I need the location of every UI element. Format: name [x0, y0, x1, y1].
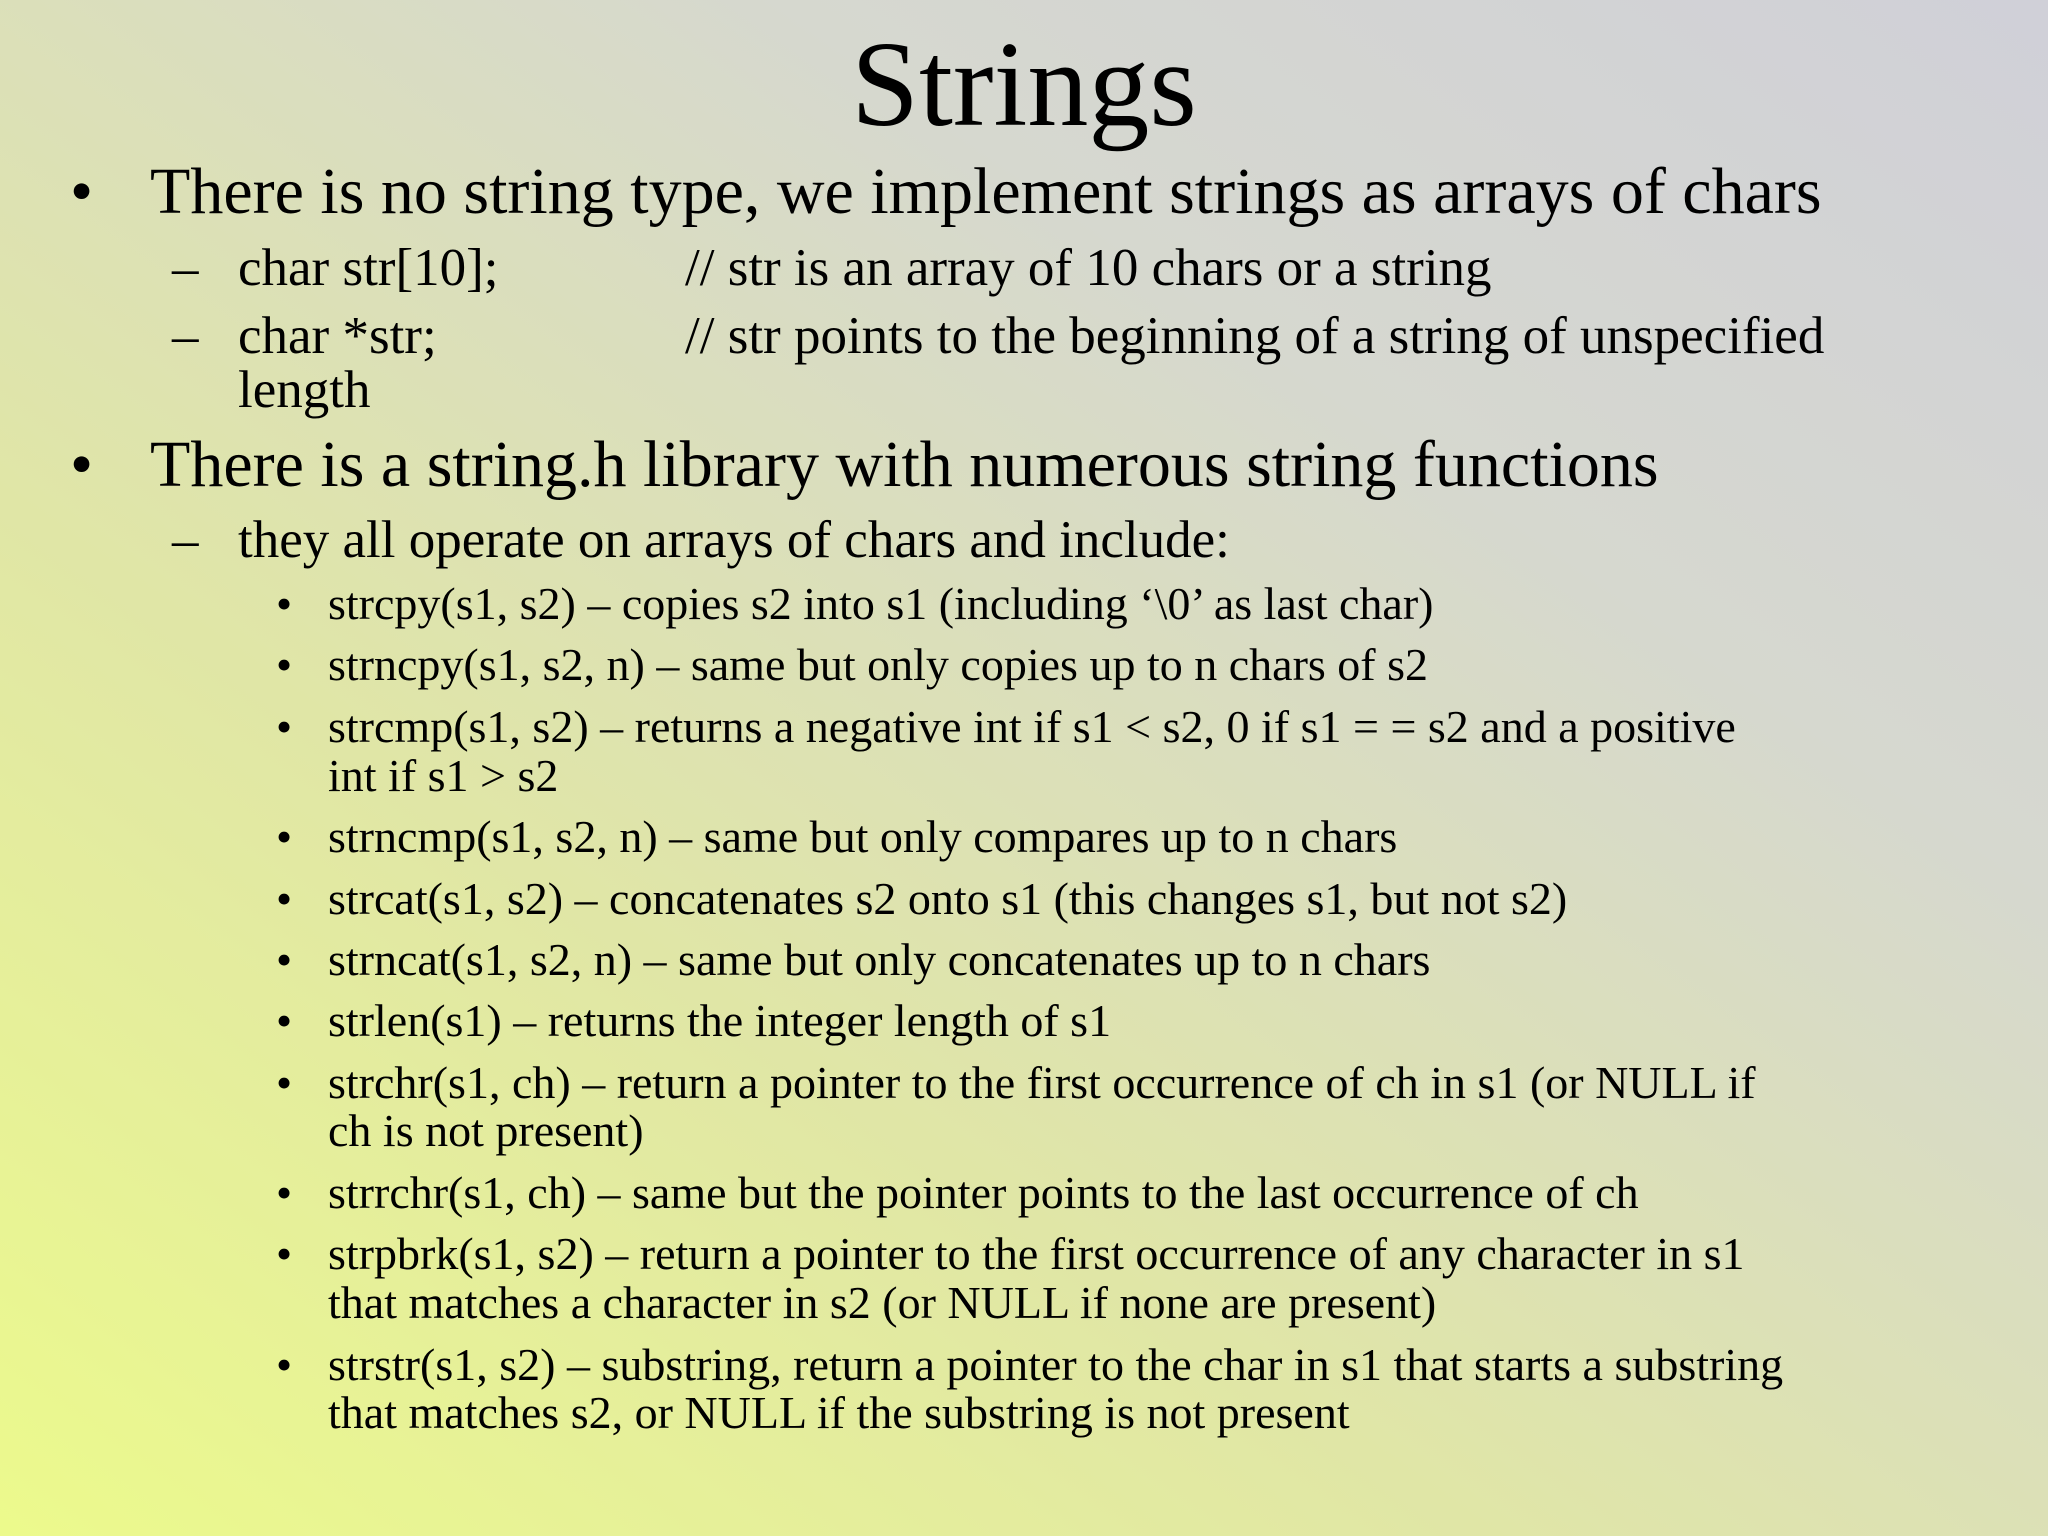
function-description: strrchr(s1, ch) – same but the pointer points to the last occurrence of ch [328, 1167, 1639, 1218]
bullet-text: There is no string type, we implement strings as arrays of chars [150, 155, 1822, 228]
code-comment-continuation: length [238, 361, 371, 419]
function-description-continuation: int if s1 > s2 [328, 750, 559, 801]
bullet-marker: • [276, 811, 293, 862]
bullet-marker: • [276, 1228, 293, 1279]
sub-bullet-text: they all operate on arrays of chars and include: [238, 511, 1230, 569]
function-description: strchr(s1, ch) – return a pointer to the first occurrence of ch in s1 (or NULL if [328, 1057, 1756, 1108]
function-description: strcmp(s1, s2) – returns a negative int if s1 < s2, 0 if s1 = = s2 and a positive [328, 701, 1736, 752]
dash-marker: – [172, 239, 199, 297]
code-comment: // str is an array of 10 chars or a string [685, 239, 1492, 297]
bullet-marker: • [276, 1057, 293, 1108]
function-description: strncpy(s1, s2, n) – same but only copies up to n chars of s2 [328, 639, 1429, 690]
bullet-marker: • [276, 995, 293, 1046]
slide-title: Strings [851, 17, 1197, 152]
function-description: strncmp(s1, s2, n) – same but only compares up to n chars [328, 811, 1398, 862]
bullet-marker: • [276, 578, 293, 629]
dash-marker: – [172, 511, 199, 569]
bullet-marker: • [276, 1339, 293, 1390]
bullet-marker: • [276, 873, 293, 924]
code-declaration: char *str; [238, 307, 437, 365]
function-description: strpbrk(s1, s2) – return a pointer to the first occurrence of any character in s1 [328, 1228, 1745, 1279]
bullet-text: There is a string.h library with numerous string functions [150, 428, 1659, 501]
function-description: strstr(s1, s2) – substring, return a pointer to the char in s1 that starts a substring [328, 1339, 1784, 1390]
bullet-marker: • [70, 428, 94, 501]
function-description-continuation: ch is not present) [328, 1105, 644, 1156]
function-description: strcat(s1, s2) – concatenates s2 onto s1 (this changes s1, but not s2) [328, 873, 1568, 924]
function-description-continuation: that matches a character in s2 (or NULL if none are present) [328, 1277, 1437, 1328]
dash-marker: – [172, 307, 199, 365]
bullet-marker: • [276, 1167, 293, 1218]
function-description: strlen(s1) – returns the integer length of s1 [328, 995, 1112, 1046]
code-comment: // str points to the beginning of a string of unspecified [685, 307, 1825, 365]
function-description: strcpy(s1, s2) – copies s2 into s1 (including ‘\0’ as last char) [328, 578, 1434, 629]
bullet-marker: • [276, 701, 293, 752]
bullet-marker: • [276, 639, 293, 690]
function-description-continuation: that matches s2, or NULL if the substring is not present [328, 1387, 1350, 1438]
bullet-marker: • [276, 934, 293, 985]
code-declaration: char str[10]; [238, 239, 499, 297]
bullet-marker: • [70, 155, 94, 228]
function-description: strncat(s1, s2, n) – same but only concatenates up to n chars [328, 934, 1431, 985]
